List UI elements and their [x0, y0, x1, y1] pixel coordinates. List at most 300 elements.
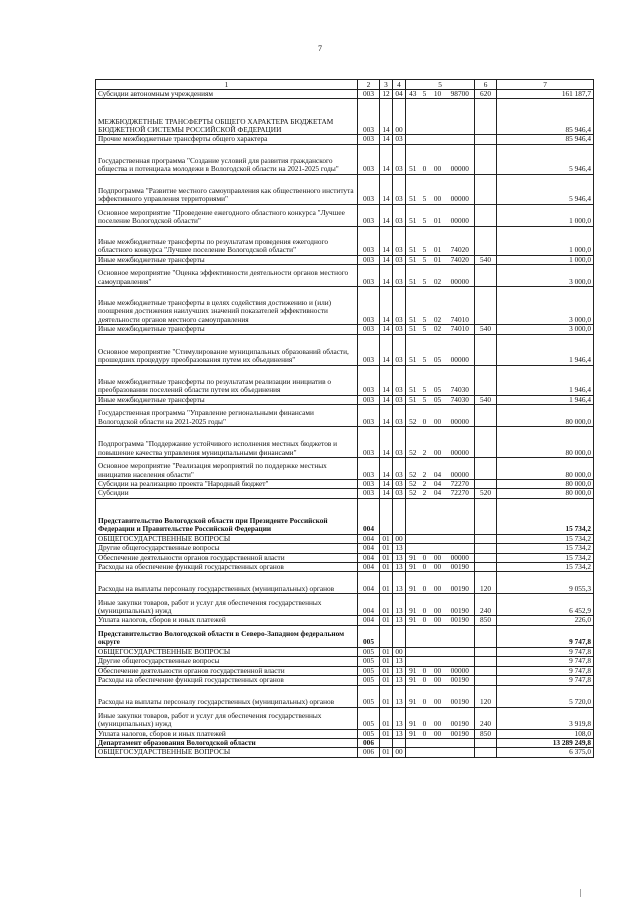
- section-cell: 14: [380, 365, 393, 395]
- target-article-cell: 10: [430, 90, 446, 99]
- target-article-cell: 91: [406, 563, 420, 572]
- header-cell: 3: [380, 80, 393, 90]
- table-row: [96, 265, 594, 287]
- row-name-cell: МЕЖБЮДЖЕТНЫЕ ТРАНСФЕРТЫ ОБЩЕГО ХАРАКТЕРА БЮДЖЕТАМ БЮДЖЕТНОЙ СИСТЕМЫ РОССИЙСКОЙ ФЕДЕРАЦИИ: [96, 99, 358, 135]
- page-number: 7: [318, 44, 322, 53]
- grbs-cell: 005: [358, 657, 380, 666]
- section-cell: 01: [380, 748, 393, 757]
- amount-cell: 9 747,8: [497, 625, 594, 647]
- target-article-cell: 0: [420, 144, 430, 174]
- table-row: [96, 287, 594, 325]
- amount-cell: 9 747,8: [497, 647, 594, 656]
- subsection-cell: 13: [393, 544, 406, 553]
- grbs-cell: 005: [358, 707, 380, 729]
- amount-cell: 9 747,8: [497, 666, 594, 675]
- grbs-cell: 003: [358, 204, 380, 226]
- grbs-cell: 004: [358, 572, 380, 594]
- header-cell: 2: [358, 80, 380, 90]
- expense-type-cell: 540: [475, 255, 497, 264]
- amount-cell: 1 000,0: [497, 204, 594, 226]
- target-article-cell: 74030: [446, 395, 475, 404]
- target-article-cell: 00: [430, 729, 446, 738]
- target-article-cell: 00190: [446, 616, 475, 625]
- subsection-cell: 03: [393, 265, 406, 287]
- target-article-cell: 01: [430, 204, 446, 226]
- target-article-cell: 5: [420, 395, 430, 404]
- row-name-cell: Иные межбюджетные трансферты в целях содействия достижению и (или) поощрения достижения наилучших значений показателей эффективности деятельности органов местного самоуправления: [96, 287, 358, 325]
- target-article-cell: 00: [430, 685, 446, 707]
- target-article-cell: 05: [430, 365, 446, 395]
- table-row: [96, 405, 594, 427]
- amount-cell: 9 747,8: [497, 676, 594, 685]
- subsection-cell: 03: [393, 144, 406, 174]
- target-article-cell: 91: [406, 729, 420, 738]
- target-article-cell: 00190: [446, 707, 475, 729]
- grbs-cell: 006: [358, 738, 380, 747]
- target-article-cell: [420, 647, 430, 656]
- target-article-cell: [420, 657, 430, 666]
- expense-type-cell: [475, 287, 497, 325]
- expense-type-cell: [475, 625, 497, 647]
- subsection-cell: 13: [393, 616, 406, 625]
- amount-cell: 80 000,0: [497, 480, 594, 489]
- subsection-cell: 13: [393, 676, 406, 685]
- target-article-cell: 00: [430, 666, 446, 675]
- row-name-cell: ОБЩЕГОСУДАРСТВЕННЫЕ ВОПРОСЫ: [96, 647, 358, 656]
- grbs-cell: 003: [358, 90, 380, 99]
- subsection-cell: 00: [393, 99, 406, 135]
- target-article-cell: 52: [406, 427, 420, 458]
- expense-type-cell: [475, 226, 497, 255]
- target-article-cell: 00: [430, 594, 446, 616]
- target-article-cell: [430, 657, 446, 666]
- target-article-cell: 05: [430, 334, 446, 365]
- target-article-cell: [430, 738, 446, 747]
- row-name-cell: Иные закупки товаров, работ и услуг для обеспечения государственных (муниципальных) нужд: [96, 594, 358, 616]
- row-name-cell: Уплата налогов, сборов и иных платежей: [96, 616, 358, 625]
- target-article-cell: 2: [420, 427, 430, 458]
- target-article-cell: [430, 748, 446, 757]
- section-cell: 14: [380, 458, 393, 480]
- expense-type-cell: 520: [475, 489, 497, 498]
- row-name-cell: Иные закупки товаров, работ и услуг для обеспечения государственных (муниципальных) нужд: [96, 707, 358, 729]
- target-article-cell: 00000: [446, 265, 475, 287]
- amount-cell: 1 000,0: [497, 226, 594, 255]
- amount-cell: 13 289 249,8: [497, 738, 594, 747]
- target-article-cell: [430, 647, 446, 656]
- expense-type-cell: [475, 738, 497, 747]
- subsection-cell: 00: [393, 748, 406, 757]
- subsection-cell: 03: [393, 255, 406, 264]
- target-article-cell: [420, 738, 430, 747]
- grbs-cell: 004: [358, 553, 380, 562]
- grbs-cell: 003: [358, 135, 380, 144]
- section-cell: 01: [380, 647, 393, 656]
- target-article-cell: [430, 99, 446, 135]
- subsection-cell: 03: [393, 458, 406, 480]
- target-article-cell: 51: [406, 265, 420, 287]
- target-article-cell: 91: [406, 707, 420, 729]
- amount-cell: 80 000,0: [497, 427, 594, 458]
- target-article-cell: 5: [420, 226, 430, 255]
- grbs-cell: 003: [358, 365, 380, 395]
- amount-cell: 6 375,0: [497, 748, 594, 757]
- row-name-cell: Государственная программа "Управление региональными финансами Вологодской области на 2021-2025 годы": [96, 405, 358, 427]
- amount-cell: 9 747,8: [497, 657, 594, 666]
- row-name-cell: Другие общегосударственные вопросы: [96, 657, 358, 666]
- amount-cell: 15 734,2: [497, 544, 594, 553]
- expense-type-cell: [475, 647, 497, 656]
- expense-type-cell: [475, 334, 497, 365]
- expense-type-cell: [475, 427, 497, 458]
- subsection-cell: 03: [393, 427, 406, 458]
- target-article-cell: 0: [420, 676, 430, 685]
- grbs-cell: 005: [358, 625, 380, 647]
- target-article-cell: [420, 135, 430, 144]
- expense-type-cell: [475, 657, 497, 666]
- section-cell: 01: [380, 553, 393, 562]
- expense-type-cell: [475, 365, 497, 395]
- grbs-cell: 004: [358, 534, 380, 543]
- target-article-cell: 51: [406, 204, 420, 226]
- target-article-cell: 51: [406, 334, 420, 365]
- section-cell: 14: [380, 265, 393, 287]
- row-name-cell: Прочие межбюджетные трансферты общего характера: [96, 135, 358, 144]
- amount-cell: 15 734,2: [497, 498, 594, 534]
- expense-type-cell: [475, 458, 497, 480]
- section-cell: 14: [380, 135, 393, 144]
- section-cell: 14: [380, 255, 393, 264]
- section-cell: 01: [380, 594, 393, 616]
- grbs-cell: 005: [358, 666, 380, 675]
- table-row: [96, 365, 594, 395]
- amount-cell: 6 452,9: [497, 594, 594, 616]
- expense-type-cell: [475, 553, 497, 562]
- amount-cell: 9 055,3: [497, 572, 594, 594]
- target-article-cell: 00: [430, 405, 446, 427]
- subsection-cell: 03: [393, 204, 406, 226]
- target-article-cell: 04: [430, 480, 446, 489]
- amount-cell: 15 734,2: [497, 553, 594, 562]
- grbs-cell: 003: [358, 265, 380, 287]
- target-article-cell: [430, 625, 446, 647]
- section-cell: 01: [380, 685, 393, 707]
- expense-type-cell: 540: [475, 395, 497, 404]
- grbs-cell: 003: [358, 255, 380, 264]
- target-article-cell: 0: [420, 405, 430, 427]
- section-cell: 14: [380, 204, 393, 226]
- amount-cell: 1 946,4: [497, 395, 594, 404]
- target-article-cell: 91: [406, 685, 420, 707]
- section-cell: 14: [380, 427, 393, 458]
- target-article-cell: 2: [420, 458, 430, 480]
- subsection-cell: 00: [393, 647, 406, 656]
- expense-type-cell: [475, 676, 497, 685]
- row-name-cell: Представительство Вологодской области при Президенте Российской Федерации и Правительстве Российской Федерации: [96, 498, 358, 534]
- subsection-cell: 13: [393, 594, 406, 616]
- target-article-cell: 02: [430, 287, 446, 325]
- row-name-cell: Основное мероприятие "Оценка эффективности деятельности органов местного самоуправления": [96, 265, 358, 287]
- grbs-cell: 003: [358, 325, 380, 334]
- target-article-cell: 0: [420, 707, 430, 729]
- amount-cell: 15 734,2: [497, 534, 594, 543]
- amount-cell: 108,0: [497, 729, 594, 738]
- target-article-cell: 00190: [446, 594, 475, 616]
- table-row: [96, 647, 594, 656]
- target-article-cell: 43: [406, 90, 420, 99]
- table-row: [96, 594, 594, 616]
- row-name-cell: Государственная программа "Создание условий для развития гражданского общества и потенциала молодежи в Вологодской области на 2021-2025 годы": [96, 144, 358, 174]
- row-name-cell: Обеспечение деятельности органов государственной власти: [96, 666, 358, 675]
- header-cell: 4: [393, 80, 406, 90]
- subsection-cell: 13: [393, 707, 406, 729]
- target-article-cell: 74010: [446, 287, 475, 325]
- grbs-cell: 005: [358, 729, 380, 738]
- section-cell: 14: [380, 287, 393, 325]
- target-article-cell: 51: [406, 325, 420, 334]
- row-name-cell: Иные межбюджетные трансферты по результатам реализации инициатив о преобразовании поселений области путем их объединения: [96, 365, 358, 395]
- expense-type-cell: [475, 265, 497, 287]
- header-cell: 6: [475, 80, 497, 90]
- section-cell: 01: [380, 676, 393, 685]
- row-name-cell: ОБЩЕГОСУДАРСТВЕННЫЕ ВОПРОСЫ: [96, 748, 358, 757]
- table-row: [96, 657, 594, 666]
- table-row: [96, 616, 594, 625]
- grbs-cell: 006: [358, 748, 380, 757]
- amount-cell: 80 000,0: [497, 405, 594, 427]
- subsection-cell: 13: [393, 572, 406, 594]
- row-name-cell: Иные межбюджетные трансферты: [96, 325, 358, 334]
- target-article-cell: 5: [420, 365, 430, 395]
- subsection-cell: 03: [393, 395, 406, 404]
- subsection-cell: 03: [393, 405, 406, 427]
- grbs-cell: 004: [358, 498, 380, 534]
- row-name-cell: Основное мероприятие "Проведение ежегодного областного конкурса "Лучшее поселение Вологодской области": [96, 204, 358, 226]
- target-article-cell: 5: [420, 90, 430, 99]
- target-article-cell: 5: [420, 255, 430, 264]
- section-cell: 01: [380, 616, 393, 625]
- expense-type-cell: [475, 405, 497, 427]
- target-article-cell: 2: [420, 489, 430, 498]
- target-article-cell: 5: [420, 265, 430, 287]
- target-article-cell: 51: [406, 174, 420, 204]
- grbs-cell: 005: [358, 647, 380, 656]
- table-row: [96, 553, 594, 562]
- grbs-cell: 004: [358, 594, 380, 616]
- target-article-cell: [420, 498, 430, 534]
- target-article-cell: [430, 544, 446, 553]
- subsection-cell: [393, 738, 406, 747]
- amount-cell: 5 946,4: [497, 144, 594, 174]
- row-name-cell: Обеспечение деятельности органов государственной власти: [96, 553, 358, 562]
- expense-type-cell: [475, 144, 497, 174]
- target-article-cell: [406, 498, 420, 534]
- row-name-cell: Основное мероприятие "Реализация мероприятий по поддержке местных инициатив населения области": [96, 458, 358, 480]
- row-name-cell: Иные межбюджетные трансферты по результатам проведения ежегодного областного конкурса "Лучшее поселение Вологодской области": [96, 226, 358, 255]
- target-article-cell: 05: [430, 395, 446, 404]
- target-article-cell: 51: [406, 144, 420, 174]
- target-article-cell: 02: [430, 265, 446, 287]
- target-article-cell: 00: [430, 676, 446, 685]
- subsection-cell: 03: [393, 135, 406, 144]
- target-article-cell: 51: [406, 395, 420, 404]
- target-article-cell: 91: [406, 594, 420, 616]
- subsection-cell: 13: [393, 563, 406, 572]
- target-article-cell: 52: [406, 480, 420, 489]
- table-row: [96, 563, 594, 572]
- budget-table: [95, 79, 594, 758]
- target-article-cell: 00190: [446, 676, 475, 685]
- table-row: [96, 255, 594, 264]
- subsection-cell: 03: [393, 480, 406, 489]
- amount-cell: 15 734,2: [497, 563, 594, 572]
- grbs-cell: 004: [358, 616, 380, 625]
- row-name-cell: Иные межбюджетные трансферты: [96, 395, 358, 404]
- target-article-cell: [406, 647, 420, 656]
- amount-cell: 85 946,4: [497, 135, 594, 144]
- subsection-cell: 13: [393, 553, 406, 562]
- target-article-cell: 00: [430, 563, 446, 572]
- amount-cell: 85 946,4: [497, 99, 594, 135]
- section-cell: 01: [380, 563, 393, 572]
- target-article-cell: 00000: [446, 553, 475, 562]
- expense-type-cell: [475, 135, 497, 144]
- target-article-cell: 72270: [446, 480, 475, 489]
- table-row: [96, 135, 594, 144]
- target-article-cell: 00000: [446, 666, 475, 675]
- grbs-cell: 004: [358, 544, 380, 553]
- target-article-cell: 00: [430, 616, 446, 625]
- section-cell: 01: [380, 729, 393, 738]
- row-name-cell: ОБЩЕГОСУДАРСТВЕННЫЕ ВОПРОСЫ: [96, 534, 358, 543]
- section-cell: 01: [380, 572, 393, 594]
- target-article-cell: [420, 544, 430, 553]
- expense-type-cell: [475, 498, 497, 534]
- row-name-cell: Подпрограмма "Развитие местного самоуправления как общественного института эффективного управления территориями": [96, 174, 358, 204]
- expense-type-cell: 120: [475, 572, 497, 594]
- target-article-cell: [446, 135, 475, 144]
- subsection-cell: 03: [393, 489, 406, 498]
- section-cell: 14: [380, 395, 393, 404]
- subsection-cell: 13: [393, 729, 406, 738]
- target-article-cell: 2: [420, 480, 430, 489]
- target-article-cell: 00000: [446, 144, 475, 174]
- section-cell: 14: [380, 99, 393, 135]
- amount-cell: 3 000,0: [497, 265, 594, 287]
- expense-type-cell: [475, 480, 497, 489]
- expense-type-cell: [475, 563, 497, 572]
- target-article-cell: 00: [430, 707, 446, 729]
- target-article-cell: [430, 534, 446, 543]
- subsection-cell: 03: [393, 365, 406, 395]
- row-name-cell: Субсидии: [96, 489, 358, 498]
- table-row: [96, 625, 594, 647]
- table-row: [96, 226, 594, 255]
- target-article-cell: [446, 625, 475, 647]
- target-article-cell: 01: [430, 255, 446, 264]
- grbs-cell: 003: [358, 174, 380, 204]
- target-article-cell: 5: [420, 204, 430, 226]
- amount-cell: 161 187,7: [497, 90, 594, 99]
- subsection-cell: 04: [393, 90, 406, 99]
- section-cell: 12: [380, 90, 393, 99]
- table-row: [96, 729, 594, 738]
- target-article-cell: 51: [406, 287, 420, 325]
- target-article-cell: [446, 99, 475, 135]
- amount-cell: 5 946,4: [497, 174, 594, 204]
- table-header-row: [96, 80, 594, 90]
- target-article-cell: [446, 657, 475, 666]
- target-article-cell: 98700: [446, 90, 475, 99]
- target-article-cell: 04: [430, 458, 446, 480]
- row-name-cell: Представительство Вологодской области в Северо-Западном федеральном округе: [96, 625, 358, 647]
- target-article-cell: 91: [406, 616, 420, 625]
- table-row: [96, 144, 594, 174]
- grbs-cell: 005: [358, 685, 380, 707]
- row-name-cell: Иные межбюджетные трансферты: [96, 255, 358, 264]
- target-article-cell: [446, 544, 475, 553]
- target-article-cell: 91: [406, 553, 420, 562]
- row-name-cell: Основное мероприятие "Стимулирование муниципальных образований области, прошедших процедуру преобразования путем их объединения": [96, 334, 358, 365]
- section-cell: 14: [380, 480, 393, 489]
- subsection-cell: [393, 625, 406, 647]
- table-row: [96, 738, 594, 747]
- target-article-cell: 52: [406, 405, 420, 427]
- table-row: [96, 748, 594, 757]
- target-article-cell: 74020: [446, 226, 475, 255]
- grbs-cell: 003: [358, 427, 380, 458]
- table-row: [96, 99, 594, 135]
- subsection-cell: 03: [393, 334, 406, 365]
- grbs-cell: 003: [358, 395, 380, 404]
- target-article-cell: 91: [406, 676, 420, 685]
- target-article-cell: 5: [420, 325, 430, 334]
- target-article-cell: 74020: [446, 255, 475, 264]
- target-article-cell: [446, 647, 475, 656]
- target-article-cell: 0: [420, 685, 430, 707]
- target-article-cell: 5: [420, 334, 430, 365]
- target-article-cell: 00000: [446, 174, 475, 204]
- expense-type-cell: 620: [475, 90, 497, 99]
- table-row: [96, 480, 594, 489]
- grbs-cell: 003: [358, 489, 380, 498]
- row-name-cell: Подпрограмма "Поддержание устойчивого исполнения местных бюджетов и повышение качества управления муниципальными финансами": [96, 427, 358, 458]
- header-cell: 1: [96, 80, 358, 90]
- section-cell: [380, 498, 393, 534]
- table-row: [96, 489, 594, 498]
- target-article-cell: 52: [406, 489, 420, 498]
- corner-mark: |: [580, 888, 582, 897]
- amount-cell: 1 946,4: [497, 365, 594, 395]
- target-article-cell: 0: [420, 616, 430, 625]
- target-article-cell: 00190: [446, 563, 475, 572]
- target-article-cell: [446, 748, 475, 757]
- expense-type-cell: [475, 666, 497, 675]
- expense-type-cell: 240: [475, 594, 497, 616]
- amount-cell: 226,0: [497, 616, 594, 625]
- amount-cell: 80 000,0: [497, 458, 594, 480]
- header-cell: 5: [406, 80, 475, 90]
- section-cell: 01: [380, 544, 393, 553]
- row-name-cell: Расходы на выплаты персоналу государственных (муниципальных) органов: [96, 572, 358, 594]
- target-article-cell: 72270: [446, 489, 475, 498]
- section-cell: 01: [380, 666, 393, 675]
- target-article-cell: 0: [420, 729, 430, 738]
- subsection-cell: 13: [393, 685, 406, 707]
- expense-type-cell: 850: [475, 616, 497, 625]
- target-article-cell: 51: [406, 365, 420, 395]
- row-name-cell: Департамент образования Вологодской области: [96, 738, 358, 747]
